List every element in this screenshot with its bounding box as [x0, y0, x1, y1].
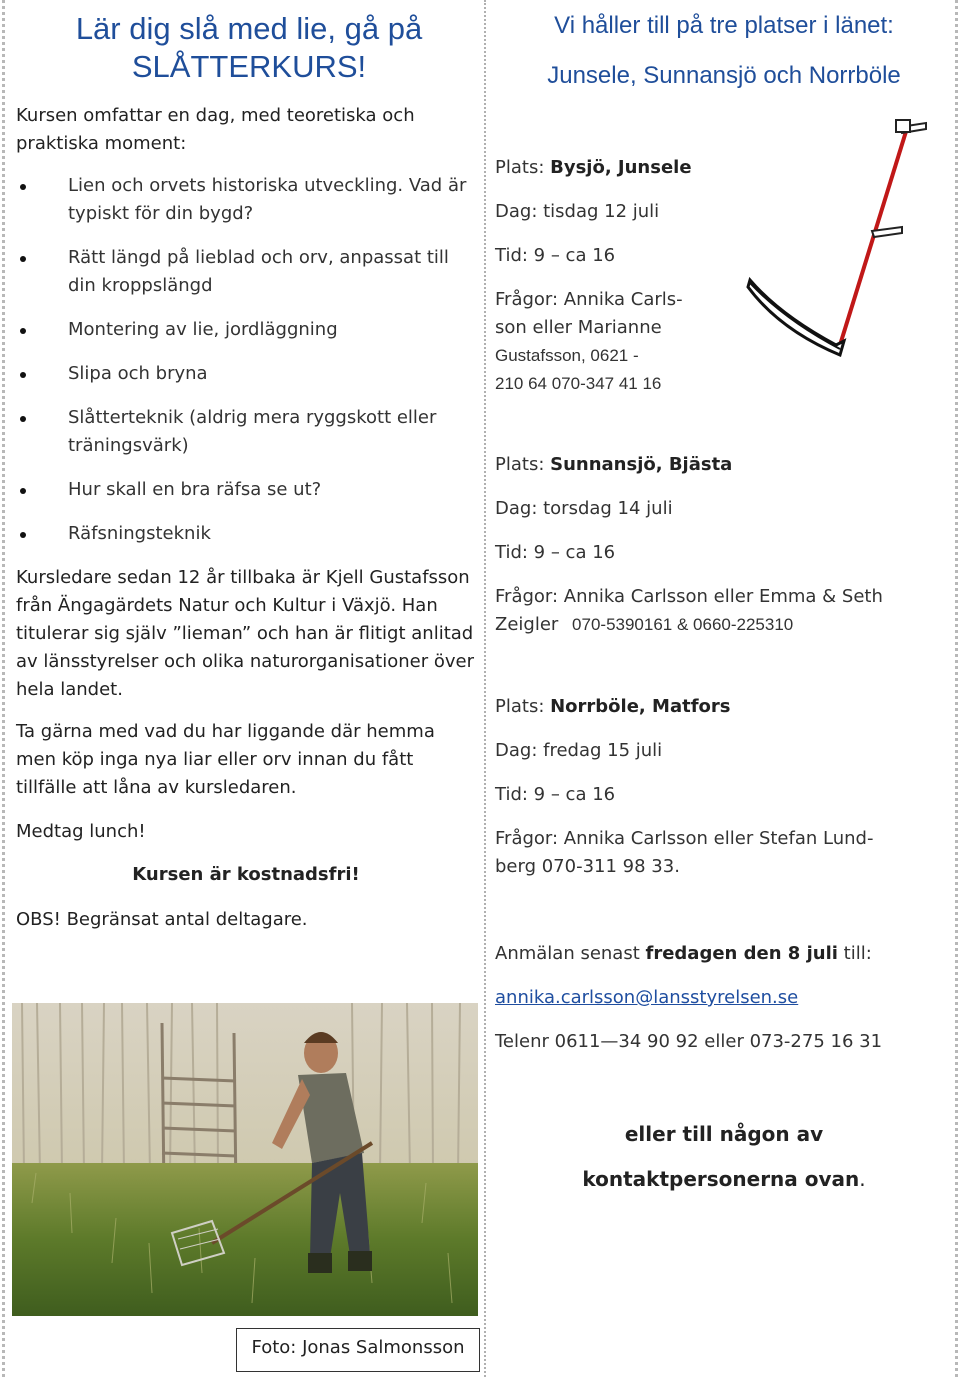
- site-1-plats: [495, 157, 692, 178]
- photo-caption: Foto: Jonas Salmonsson: [236, 1328, 480, 1372]
- plats-label: Plats:: [495, 696, 551, 717]
- list-item: Hur skall en bra räfsa se ut?: [16, 476, 476, 504]
- bring-equipment-text: Ta gärna med vad du har liggande där hemma men köp inga nya liar eller orv innan du fått tillfälle att låna av kursledaren.: [16, 721, 435, 798]
- bring-lunch-text: Medtag lunch!: [16, 821, 146, 842]
- site-1-tid: Tid: 9 – ca 16: [495, 245, 616, 266]
- intro-text: Kursen omfattar en dag, med teoretiska och praktiska moment:: [16, 105, 415, 154]
- mowing-photo: [12, 1003, 478, 1316]
- site-3-plats: [495, 696, 730, 717]
- column-divider: [484, 0, 486, 1377]
- fragor-line: Frågor: Annika Carls-: [495, 289, 683, 310]
- list-item: Slåtterteknik (aldrig mera ryggskott eller träningsvärk): [16, 404, 476, 460]
- fragor-line: Frågor: Annika Carlsson eller Stefan Lund-: [495, 828, 874, 849]
- list-item: Rätt längd på lieblad och orv, anpassat till din kroppslängd: [16, 244, 476, 300]
- closing-period: .: [859, 1167, 866, 1191]
- obs-text: OBS! Begränsat antal deltagare.: [16, 909, 308, 930]
- closing-line-2: [490, 1167, 958, 1191]
- list-item: Montering av lie, jordläggning: [16, 316, 476, 344]
- anmalan-date: fredagen den 8 juli: [645, 943, 838, 964]
- anmalan-post: till:: [837, 943, 872, 964]
- locations-subheading: Junsele, Sunnansjö och Norrböle: [547, 62, 901, 89]
- fragor-name: Zeigler: [495, 614, 559, 635]
- scythe-illustration: [740, 115, 930, 370]
- fragor-phone: 070-5390161 & 0660-225310: [572, 615, 794, 634]
- phone-numbers: Telenr 0611—34 90 92 eller 073-275 16 31: [495, 1031, 883, 1052]
- page-border-left: [2, 0, 5, 1377]
- page-title: [18, 10, 480, 86]
- email-link[interactable]: annika.carlsson@lansstyrelsen.se: [495, 987, 799, 1008]
- site-3-tid: Tid: 9 – ca 16: [495, 784, 616, 805]
- registration-deadline: [495, 943, 872, 964]
- closing-contacts: kontaktpersonerna ovan: [582, 1167, 860, 1191]
- list-item: Räfsningsteknik: [16, 520, 476, 548]
- list-item: Slipa och bryna: [16, 360, 476, 388]
- title-line-1: Lär dig slå med lie, gå på: [75, 11, 423, 46]
- course-topics-list: [16, 172, 476, 564]
- site-2-plats: [495, 454, 732, 475]
- anmalan-pre: Anmälan senast: [495, 943, 646, 964]
- fragor-line: Frågor: Annika Carlsson eller Emma & Seth: [495, 586, 883, 607]
- fragor-line: berg 070-311 98 33.: [495, 856, 680, 877]
- course-leader-text: Kursledare sedan 12 år tillbaka är Kjell Gustafsson från Ängagärdets Natur och Kultur i Växjö. Han titulerar sig själv ”lieman” och han är flitigt anlitad av länsstyrelser och olika naturorganisationer över hela landet.: [16, 567, 474, 700]
- site-3-dag: Dag: fredag 15 juli: [495, 740, 663, 761]
- site-3-fragor: [495, 825, 873, 881]
- plats-value: Bysjö, Junsele: [550, 157, 692, 178]
- closing-line-1: eller till någon av: [624, 1122, 824, 1146]
- fragor-line: son eller Marianne: [495, 317, 662, 338]
- fragor-line: 210 64 070-347 41 16: [495, 374, 662, 393]
- site-2-dag: Dag: torsdag 14 juli: [495, 498, 673, 519]
- site-1-dag: Dag: tisdag 12 juli: [495, 201, 660, 222]
- free-course-text: Kursen är kostnadsfri!: [132, 864, 360, 885]
- list-item: Lien och orvets historiska utveckling. Vad är typiskt för din bygd?: [16, 172, 476, 228]
- fragor-line: [495, 611, 883, 639]
- plats-value: Sunnansjö, Bjästa: [550, 454, 733, 475]
- title-line-2: SLÅTTERKURS!: [131, 49, 367, 84]
- locations-heading: Vi håller till på tre platser i länet:: [554, 12, 894, 39]
- site-2-tid: Tid: 9 – ca 16: [495, 542, 616, 563]
- plats-value: Norrböle, Matfors: [550, 696, 731, 717]
- plats-label: Plats:: [495, 454, 551, 475]
- site-1-fragor: [495, 286, 683, 398]
- plats-label: Plats:: [495, 157, 551, 178]
- site-2-fragor: [495, 583, 883, 639]
- fragor-line: Gustafsson, 0621 -: [495, 346, 639, 365]
